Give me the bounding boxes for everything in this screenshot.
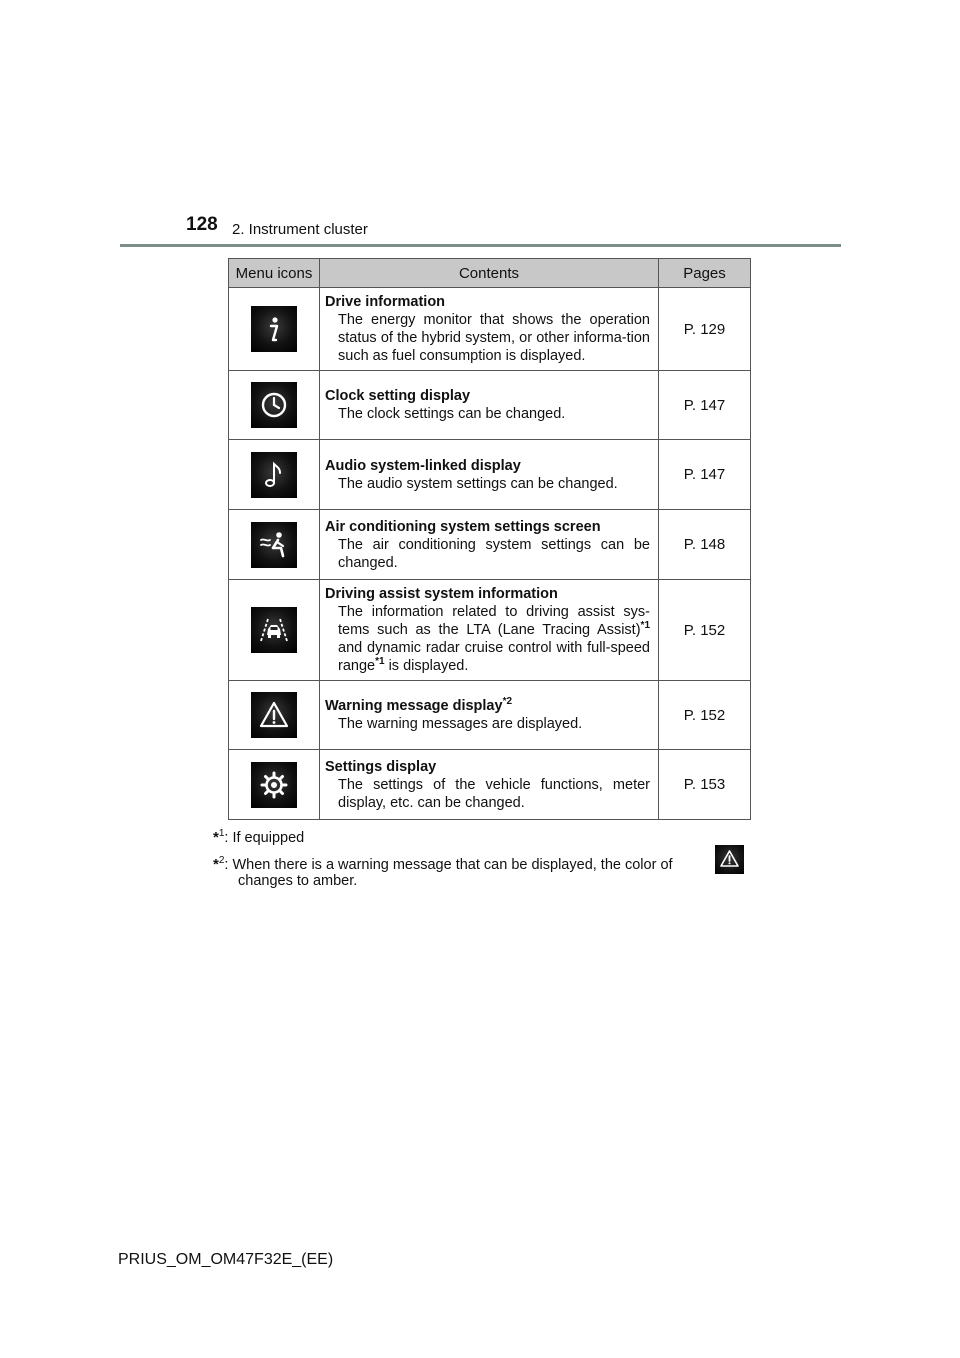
row-title: Audio system-linked display xyxy=(325,457,521,474)
table-row xyxy=(229,440,751,510)
page-reference: P. 129 xyxy=(659,288,751,371)
page-reference: P. 152 xyxy=(659,580,751,681)
table-row xyxy=(229,288,751,371)
footnote-asterisk: * xyxy=(213,856,219,873)
column-header-contents: Contents xyxy=(320,259,659,288)
page-reference: P. 148 xyxy=(659,510,751,580)
row-description xyxy=(325,603,650,675)
footnote-1 xyxy=(213,824,304,848)
gear-icon xyxy=(251,762,297,808)
page-reference: P. 153 xyxy=(659,750,751,820)
info-icon xyxy=(251,306,297,352)
table-header-row xyxy=(229,259,751,288)
footnote-reference: *1 xyxy=(640,620,650,632)
footnote-number: 1 xyxy=(218,828,225,839)
music-note-icon xyxy=(251,452,297,498)
table-row xyxy=(229,371,751,440)
footnote-asterisk: * xyxy=(213,829,219,846)
footnote-text: : When there is a warning message that can be displayed, the color of xyxy=(224,857,673,873)
footnote-reference: *1 xyxy=(375,656,385,668)
air-conditioning-icon xyxy=(251,522,297,568)
driving-assist-icon xyxy=(251,607,297,653)
footnote-text: : If equipped xyxy=(224,830,305,846)
page-number: 128 xyxy=(186,214,218,235)
description-text: is displayed. xyxy=(384,658,469,674)
row-description: The audio system settings can be changed. xyxy=(338,475,618,492)
row-title: Clock setting display xyxy=(325,388,471,404)
row-title: Air conditioning system settings screen xyxy=(325,518,601,535)
row-title xyxy=(325,697,650,715)
page-reference: P. 147 xyxy=(659,371,751,440)
warning-icon xyxy=(251,692,297,738)
row-description: The air conditioning system settings can be changed. xyxy=(338,536,650,571)
row-title: Drive information xyxy=(325,294,446,310)
description-text: and dynamic radar cruise control with full-speed range xyxy=(338,640,650,674)
footnote-number: 2 xyxy=(218,855,225,866)
column-header-menu-icons: Menu icons xyxy=(229,259,320,288)
header-rule xyxy=(120,244,841,247)
warning-icon xyxy=(715,845,744,874)
row-description: The settings of the vehicle functions, meter display, etc. can be changed. xyxy=(338,776,650,811)
title-text: Warning message display xyxy=(325,698,503,714)
table-row xyxy=(229,681,751,750)
page-reference: P. 147 xyxy=(659,440,751,510)
description-text: The information related to driving assist sys-tems such as the LTA (Lane Tracing Assist) xyxy=(338,604,650,638)
section-title: 2. Instrument cluster xyxy=(232,221,368,238)
clock-icon xyxy=(251,382,297,428)
document-id: PRIUS_OM_OM47F32E_(EE) xyxy=(118,1251,334,1268)
menu-icons-table xyxy=(228,258,751,820)
page-reference: P. 152 xyxy=(659,681,751,750)
table-row xyxy=(229,750,751,820)
footnote-2-continuation: changes to amber. xyxy=(238,873,358,889)
column-header-pages: Pages xyxy=(659,259,751,288)
row-description: The clock settings can be changed. xyxy=(338,406,566,422)
row-description: The warning messages are displayed. xyxy=(338,716,583,732)
row-title: Settings display xyxy=(325,758,437,775)
row-title: Driving assist system information xyxy=(325,586,558,602)
table-row xyxy=(229,580,751,681)
footnote-reference: *2 xyxy=(502,696,513,708)
row-description: The energy monitor that shows the operation status of the hybrid system, or other informa-tion such as fuel consumption is displayed. xyxy=(338,312,650,364)
table-row xyxy=(229,510,751,580)
